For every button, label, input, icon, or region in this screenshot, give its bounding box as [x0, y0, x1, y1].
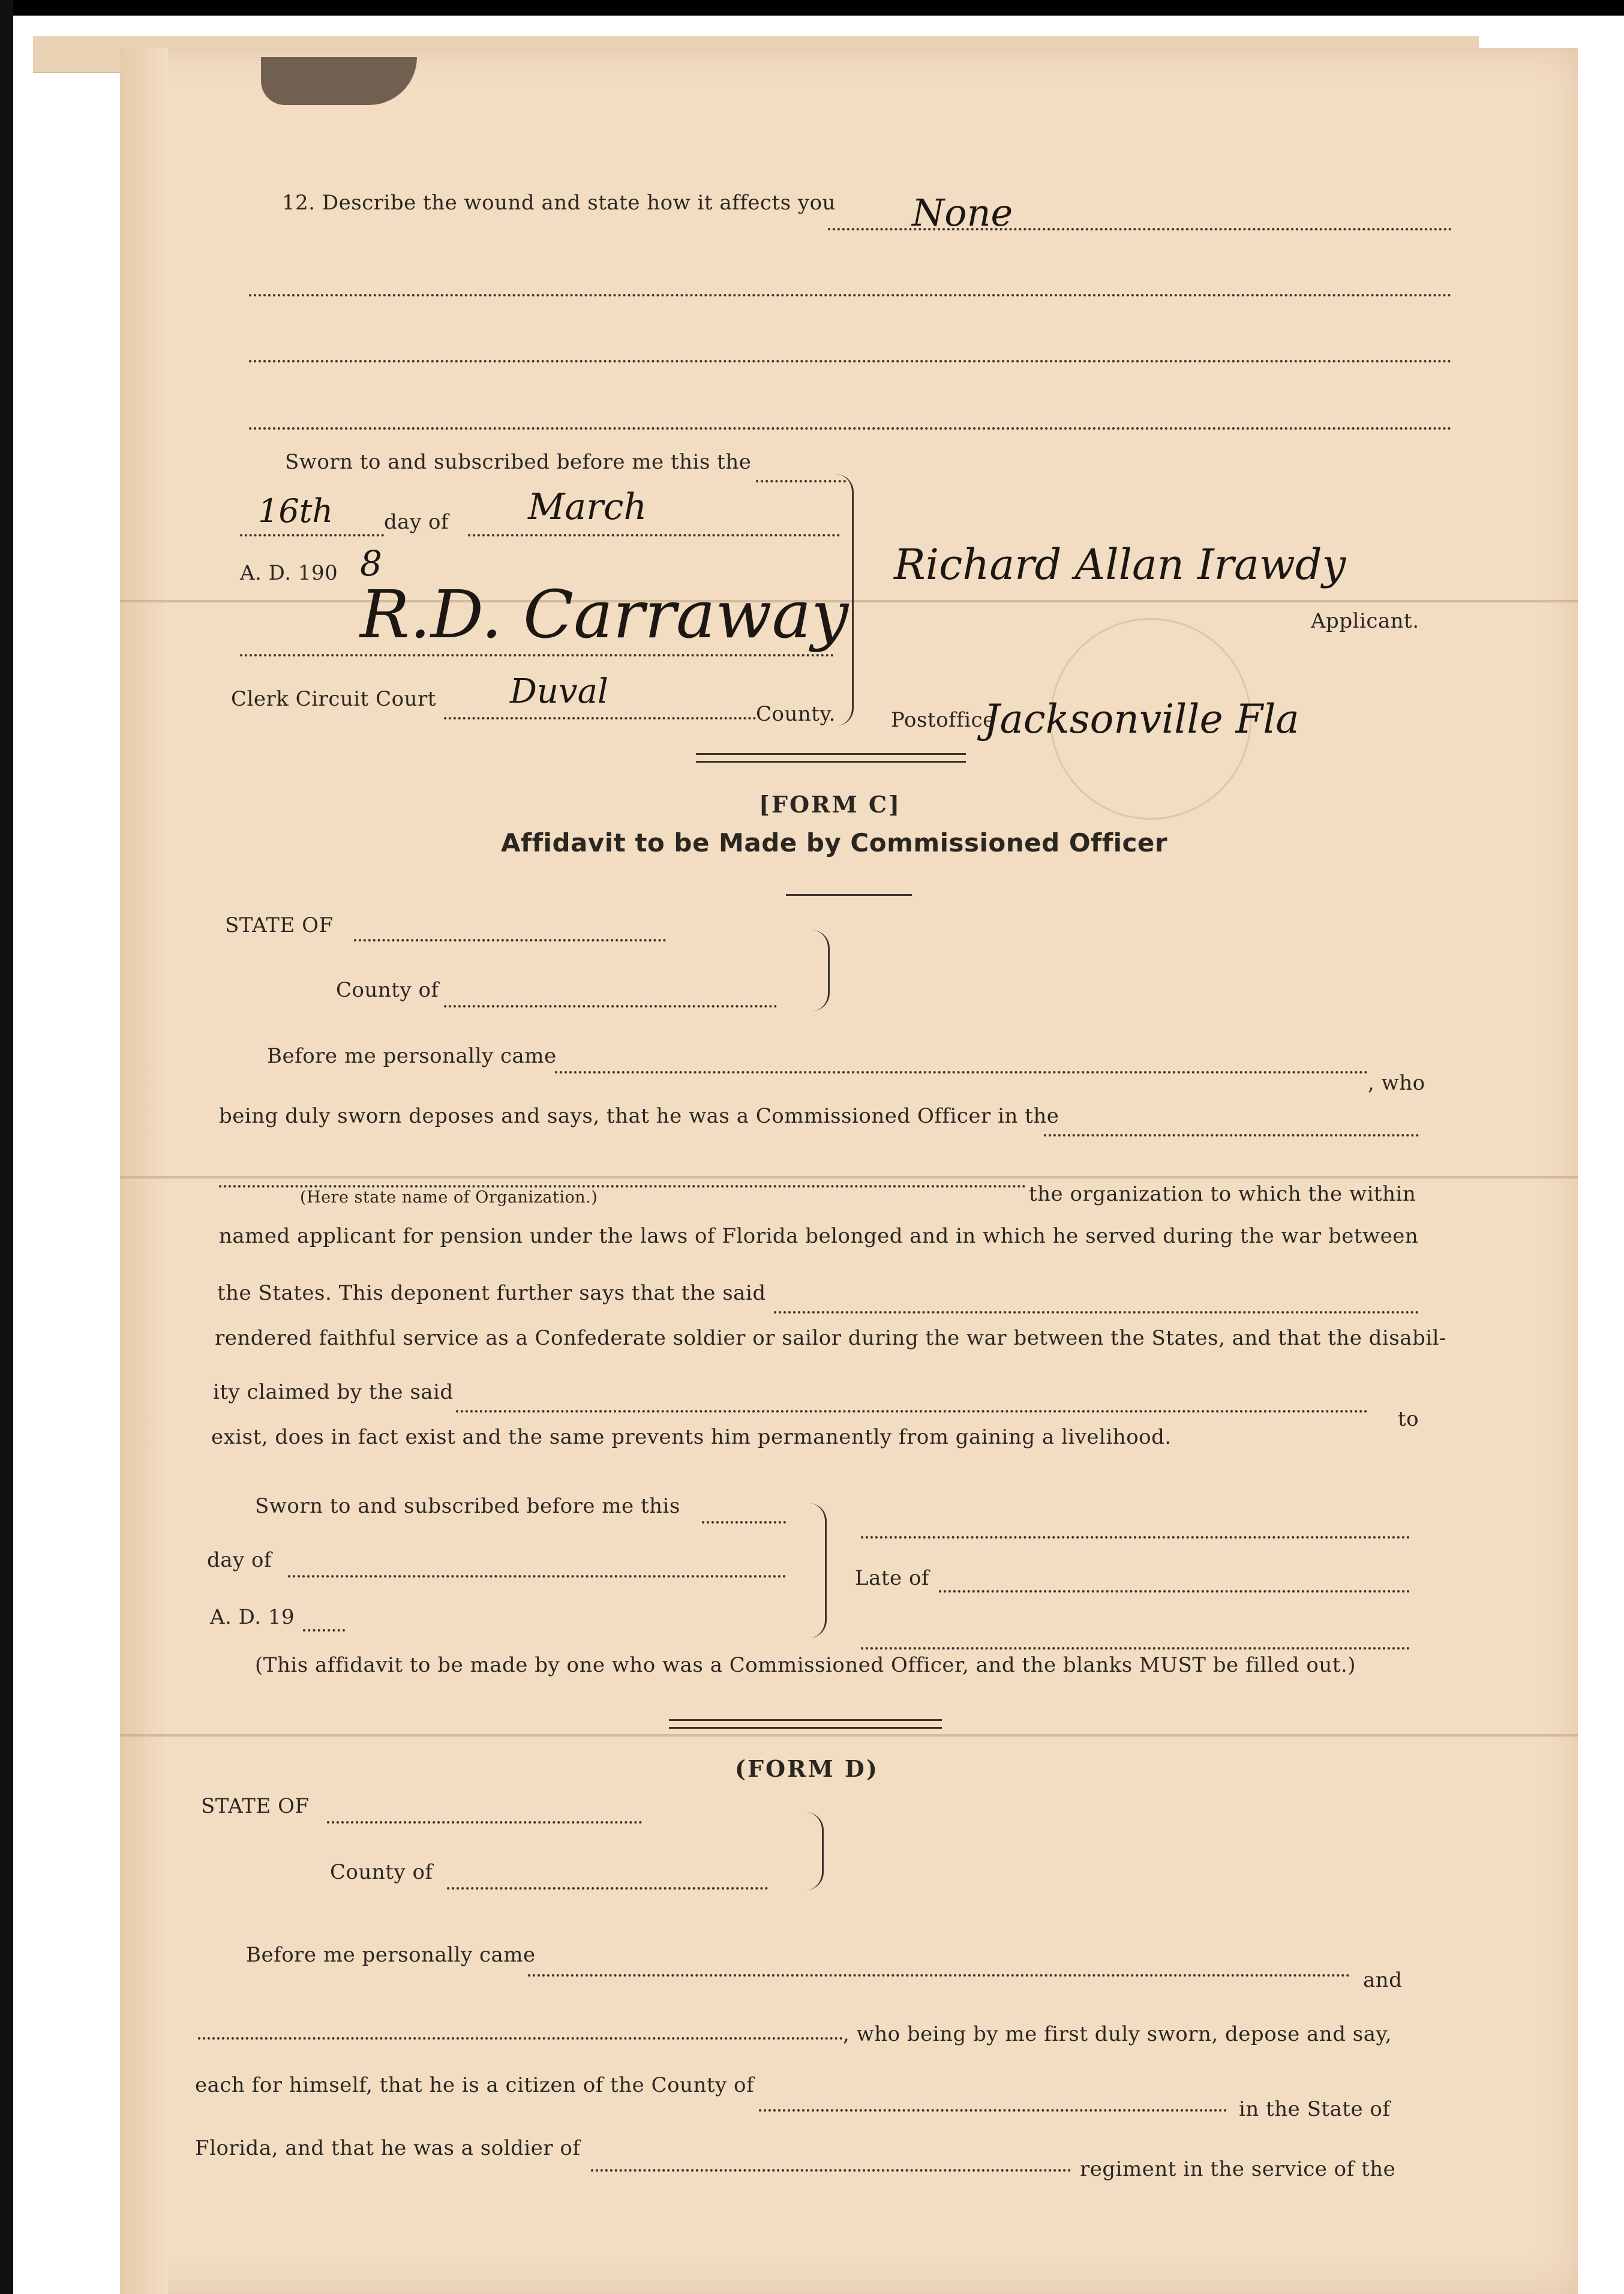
form-d-county-of-line [759, 2109, 1227, 2112]
form-c-exist-text: exist, does in fact exist and the same prevents him permanently from gaining a livelihood. [211, 1425, 1172, 1449]
jurat1-day-value: 16th [258, 492, 334, 530]
form-c-ity-text: ity claimed by the said [213, 1380, 454, 1404]
form-c-note: (This affidavit to be made by one who was a Commissioned Officer, and the blanks MUST be filled out.) [255, 1653, 1356, 1677]
clerk-county-label: County. [756, 702, 836, 726]
item12-line-2 [249, 294, 1452, 296]
form-c-late-of-line [939, 1590, 1410, 1593]
form-c-said-line [774, 1311, 1419, 1314]
form-c-late-of: Late of [855, 1566, 929, 1590]
section-double-rule [696, 753, 966, 763]
clerk-county-value: Duval [510, 672, 608, 711]
form-d-before-me: Before me personally came [246, 1943, 536, 1967]
county-line [444, 717, 756, 719]
form-c-org-note: (Here state name of Organization.) [300, 1188, 598, 1207]
jurat1-month-value: March [528, 486, 647, 528]
form-c-label: [FORM C] [759, 791, 902, 818]
item12-line-3 [249, 360, 1452, 362]
form-c-officer-line [861, 1536, 1410, 1539]
item12-label: 12. Describe the wound and state how it affects you [282, 191, 836, 215]
applicant-signature: Richard Allan Irawdy [894, 540, 1346, 589]
form-c-sworn: Sworn to and subscribed before me this [255, 1494, 680, 1518]
form-c-named-text: named applicant for pension under the laws of Florida belonged and in which he served during the war between [219, 1224, 1419, 1248]
form-d-in-state: in the State of [1239, 2097, 1391, 2121]
form-c-states-text: the States. This deponent further says that the said [217, 1281, 766, 1305]
form-c-sworn-line [702, 1521, 786, 1524]
form-c-disability-line [456, 1410, 1368, 1413]
postoffice-value: Jacksonville Fla [984, 696, 1299, 742]
form-c-state-of: STATE OF [225, 913, 334, 937]
left-fold [120, 48, 168, 2294]
form-c-org-line-1 [1044, 1134, 1419, 1136]
form-c-who: , who [1368, 1071, 1425, 1095]
form-c-title: Affidavit to be Made by Commissioned Officer [501, 828, 1168, 857]
torn-corner [261, 57, 417, 105]
fold-crease [120, 1734, 1578, 1737]
jurat1-brace [822, 474, 854, 726]
form-c-org-line-2 [219, 1185, 1026, 1188]
form-d-name-line-2 [198, 2037, 843, 2040]
postoffice-label: Postoffice [891, 708, 995, 732]
form-d-state-line [327, 1821, 642, 1824]
form-c-county-of: County of [336, 978, 439, 1002]
form-d-soldier-line [591, 2169, 1071, 2172]
form-c-rendered-text: rendered faithful service as a Confederate soldier or sailor during the war between the States, and that the disabil- [215, 1326, 1446, 1350]
form-d-state-of: STATE OF [201, 1794, 310, 1818]
form-d-name-line-1 [528, 1974, 1350, 1977]
form-c-before-me: Before me personally came [267, 1044, 557, 1068]
form-c-venue-brace [804, 930, 830, 1011]
scan-top-border [0, 0, 1624, 16]
scan-left-border [0, 0, 13, 2294]
jurat1-day-label: day of [384, 510, 449, 534]
clerk-signature: R.D. Carraway [360, 576, 849, 653]
form-d-and: and [1363, 1968, 1403, 1992]
item12-answer: None [912, 191, 1013, 235]
form-c-ad: A. D. 19 [210, 1605, 295, 1629]
jurat1-ad-label: A. D. 190 [240, 561, 338, 585]
form-c-jurat-brace [801, 1503, 827, 1638]
jurat1-month-line [468, 534, 840, 536]
form-d-venue-brace [798, 1812, 824, 1890]
form-d-who-sworn: , who being by me first duly sworn, depose and say, [843, 2022, 1392, 2046]
applicant-label: Applicant. [1311, 609, 1419, 633]
fold-crease [120, 1176, 1578, 1179]
form-c-to: to [1398, 1407, 1419, 1431]
form-c-state-line [354, 939, 666, 941]
form-c-officer-line-2 [861, 1647, 1410, 1650]
form-c-title-rule [786, 894, 912, 896]
clerk-label: Clerk Circuit Court [231, 687, 436, 711]
section-double-rule-2 [669, 1719, 942, 1729]
form-c-day-of: day of [207, 1548, 272, 1572]
jurat1-ad-value: 8 [360, 543, 382, 584]
form-c-county-line [444, 1005, 777, 1007]
form-d-regiment: regiment in the service of the [1080, 2157, 1396, 2181]
form-d-label: (FORM D) [735, 1755, 879, 1782]
form-c-day-line [288, 1575, 786, 1578]
jurat1-sworn: Sworn to and subscribed before me this the [285, 450, 752, 474]
form-c-commissioned-text: being duly sworn deposes and says, that he was a Commissioned Officer in the [219, 1104, 1059, 1128]
form-d-florida-text: Florida, and that he was a soldier of [195, 2136, 581, 2160]
form-c-org-tail: the organization to which the within [1029, 1182, 1416, 1206]
form-d-each-text: each for himself, that he is a citizen of the County of [195, 2073, 755, 2097]
form-d-county-of: County of [330, 1860, 433, 1884]
jurat1-signature-line [240, 654, 834, 656]
form-c-ad-line [303, 1629, 345, 1632]
item12-line-4 [249, 427, 1452, 430]
form-d-county-line [447, 1887, 768, 1890]
jurat1-day-line [240, 534, 384, 536]
form-c-name-line [555, 1071, 1368, 1073]
